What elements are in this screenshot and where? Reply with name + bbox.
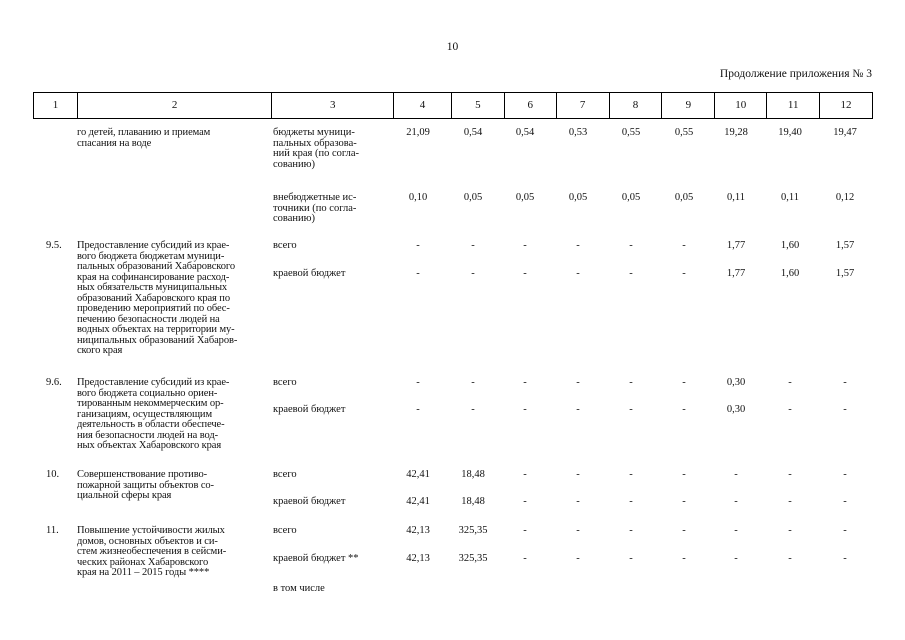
column-header-6: 6 bbox=[505, 93, 557, 118]
column-header-11: 11 bbox=[767, 93, 820, 118]
table-header bbox=[33, 92, 873, 119]
column-header-12: 12 bbox=[840, 99, 852, 111]
value-cell: - bbox=[682, 240, 686, 251]
value-cell: - bbox=[523, 377, 527, 388]
column-header-5: 5 bbox=[452, 93, 505, 118]
value-cell: - bbox=[576, 377, 580, 388]
value-cell: - bbox=[682, 553, 686, 564]
value-cell: - bbox=[734, 525, 738, 536]
value-cell: - bbox=[576, 525, 580, 536]
funding-source: краевой бюджет ** bbox=[273, 553, 359, 564]
value-cell: 325,35 bbox=[458, 525, 488, 536]
value-cell: - bbox=[682, 525, 686, 536]
value-cell: 18,48 bbox=[461, 469, 485, 480]
continuation-label: Продолжение приложения № 3 bbox=[719, 68, 872, 80]
value-cell: - bbox=[416, 377, 420, 388]
value-cell: - bbox=[682, 404, 686, 415]
value-cell: - bbox=[576, 553, 580, 564]
value-cell: 0,54 bbox=[515, 127, 535, 138]
value-cell: - bbox=[682, 268, 686, 279]
value-cell: 0,05 bbox=[568, 192, 588, 203]
column-header-9: 9 bbox=[662, 93, 715, 118]
value-cell: - bbox=[629, 496, 633, 507]
value-cell: - bbox=[629, 240, 633, 251]
value-cell: 0,55 bbox=[621, 127, 641, 138]
value-cell: - bbox=[471, 377, 475, 388]
value-cell: - bbox=[788, 496, 792, 507]
value-cell: - bbox=[843, 404, 847, 415]
value-cell: 42,41 bbox=[406, 469, 430, 480]
row-description: го детей, плаванию и приемам спасания на воде bbox=[77, 127, 211, 149]
funding-source: всего bbox=[273, 469, 297, 480]
value-cell: 0,30 bbox=[726, 377, 746, 388]
value-cell: - bbox=[629, 469, 633, 480]
value-cell: 0,30 bbox=[726, 404, 746, 415]
page-number: 10 bbox=[446, 41, 459, 53]
column-header-8: 8 bbox=[610, 93, 663, 118]
value-cell: - bbox=[629, 525, 633, 536]
funding-source: в том числе bbox=[273, 583, 325, 594]
value-cell: - bbox=[576, 240, 580, 251]
value-cell: - bbox=[629, 268, 633, 279]
value-cell: - bbox=[629, 553, 633, 564]
value-cell: 1,57 bbox=[835, 240, 855, 251]
value-cell: - bbox=[523, 240, 527, 251]
value-cell: - bbox=[788, 404, 792, 415]
funding-source: всего bbox=[273, 240, 297, 251]
row-number: 10. bbox=[46, 469, 60, 480]
value-cell: - bbox=[523, 469, 527, 480]
funding-source: всего bbox=[273, 377, 297, 388]
value-cell: - bbox=[843, 525, 847, 536]
value-cell: - bbox=[523, 496, 527, 507]
funding-source: бюджеты муници- пальных образова- ний края (по согла- сованию) bbox=[273, 127, 360, 170]
value-cell: 42,13 bbox=[406, 553, 430, 564]
column-header-2: 2 bbox=[78, 93, 273, 118]
value-cell: 0,53 bbox=[568, 127, 588, 138]
value-cell: 42,13 bbox=[406, 525, 430, 536]
column-header-4: 4 bbox=[394, 93, 452, 118]
funding-source: краевой бюджет bbox=[273, 496, 346, 507]
value-cell: - bbox=[416, 240, 420, 251]
value-cell: 0,10 bbox=[408, 192, 428, 203]
value-cell: - bbox=[576, 496, 580, 507]
column-header-1: 1 bbox=[34, 93, 78, 118]
row-number: 9.5. bbox=[46, 240, 62, 251]
value-cell: - bbox=[523, 525, 527, 536]
value-cell: - bbox=[471, 240, 475, 251]
value-cell: - bbox=[788, 525, 792, 536]
value-cell: - bbox=[843, 553, 847, 564]
value-cell: - bbox=[843, 377, 847, 388]
value-cell: 0,55 bbox=[674, 127, 694, 138]
column-header-10: 10 bbox=[715, 93, 767, 118]
row-description: Совершенствование противо- пожарной защиты объектов со- циальной сферы края bbox=[77, 469, 214, 501]
value-cell: 0,05 bbox=[463, 192, 483, 203]
value-cell: - bbox=[576, 268, 580, 279]
value-cell: 0,05 bbox=[674, 192, 694, 203]
value-cell: - bbox=[788, 469, 792, 480]
funding-source: краевой бюджет bbox=[273, 268, 346, 279]
value-cell: 1,77 bbox=[726, 240, 746, 251]
value-cell: - bbox=[682, 377, 686, 388]
row-description: Повышение устойчивости жилых домов, основных объектов и си- стем жизнеобеспечения в сейсми- ческих районах Хабаровского края на 2011 – 2015 годы **** bbox=[77, 525, 227, 578]
value-cell: 42,41 bbox=[406, 496, 430, 507]
row-description: Предоставление субсидий из крае- вого бюджета социально ориен- тированным некоммерческим ор- ганизациям, осуществляющим деятельность в области обеспече- ния безопасности людей на вод- ных объектах Хабаровского края bbox=[77, 377, 230, 451]
value-cell: - bbox=[471, 268, 475, 279]
value-cell: - bbox=[576, 404, 580, 415]
value-cell: 1,60 bbox=[780, 268, 800, 279]
value-cell: 18,48 bbox=[461, 496, 485, 507]
value-cell: - bbox=[629, 404, 633, 415]
value-cell: - bbox=[416, 404, 420, 415]
value-cell: - bbox=[523, 404, 527, 415]
value-cell: 325,35 bbox=[458, 553, 488, 564]
value-cell: 19,47 bbox=[833, 127, 857, 138]
value-cell: - bbox=[523, 553, 527, 564]
value-cell: 0,11 bbox=[781, 192, 799, 203]
value-cell: 0,54 bbox=[463, 127, 483, 138]
value-cell: - bbox=[629, 377, 633, 388]
value-cell: - bbox=[734, 469, 738, 480]
value-cell: 1,57 bbox=[835, 268, 855, 279]
value-cell: - bbox=[843, 469, 847, 480]
value-cell: - bbox=[471, 404, 475, 415]
value-cell: 21,09 bbox=[406, 127, 430, 138]
value-cell: 19,40 bbox=[778, 127, 802, 138]
value-cell: 0,05 bbox=[621, 192, 641, 203]
value-cell: - bbox=[734, 496, 738, 507]
value-cell: - bbox=[682, 496, 686, 507]
value-cell: - bbox=[416, 268, 420, 279]
row-number: 9.6. bbox=[46, 377, 62, 388]
value-cell: 1,77 bbox=[726, 268, 746, 279]
value-cell: 1,60 bbox=[780, 240, 800, 251]
value-cell: 0,05 bbox=[515, 192, 535, 203]
value-cell: 19,28 bbox=[724, 127, 748, 138]
value-cell: - bbox=[788, 553, 792, 564]
row-description: Предоставление субсидий из крае- вого бюджета бюджетам муници- пальных образований Хабаровского края на софинансирование расход- ных обязательств муниципальных образований Хабаровского края по проведению мероприятий по обес- печению безопасности людей на водных объектах на территории му- ниципальных образований Хабаров- ского края bbox=[77, 240, 238, 356]
value-cell: - bbox=[682, 469, 686, 480]
value-cell: - bbox=[576, 469, 580, 480]
value-cell: 0,11 bbox=[727, 192, 745, 203]
funding-source: краевой бюджет bbox=[273, 404, 346, 415]
value-cell: - bbox=[788, 377, 792, 388]
value-cell: - bbox=[843, 496, 847, 507]
column-header-3: 3 bbox=[272, 93, 394, 118]
value-cell: - bbox=[523, 268, 527, 279]
value-cell: - bbox=[734, 553, 738, 564]
value-cell: 0,12 bbox=[835, 192, 855, 203]
row-number: 11. bbox=[46, 525, 59, 536]
column-header-7: 7 bbox=[557, 93, 610, 118]
funding-source: всего bbox=[273, 525, 297, 536]
funding-source: внебюджетные ис- точники (по согла- сованию) bbox=[273, 192, 357, 224]
